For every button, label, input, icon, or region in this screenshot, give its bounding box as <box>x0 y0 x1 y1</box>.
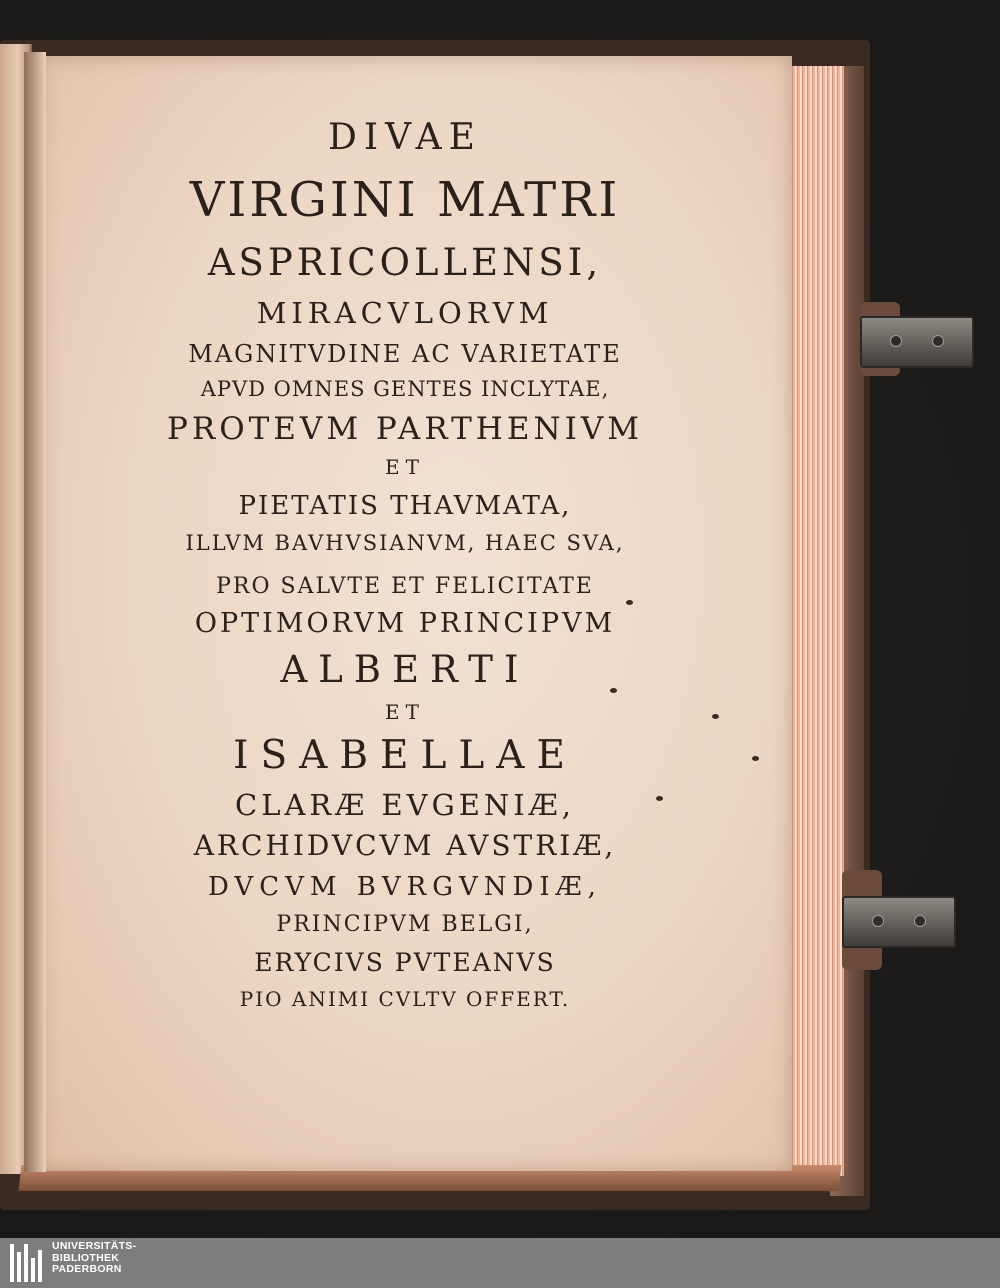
title-line: ERYCIVS PVTEANVS <box>254 948 556 977</box>
logo-line: PADERBORN <box>52 1263 122 1275</box>
logo-line: BIBLIOTHEK <box>52 1251 120 1264</box>
title-line: PRINCIPVM BELGI, <box>276 912 534 937</box>
library-footer-bar <box>0 1238 1000 1288</box>
title-line: ET <box>385 700 425 724</box>
title-line: APVD OMNES GENTES INCLYTAE, <box>200 377 610 401</box>
title-line: ARCHIDVCVM AVSTRIÆ, <box>193 829 617 862</box>
wormhole-mark <box>752 756 759 761</box>
title-line: PRO SALVTE ET FELICITATE <box>216 574 594 599</box>
title-text-block <box>60 112 750 1009</box>
title-line: ISABELLAE <box>233 733 577 778</box>
title-line: OPTIMORVM PRINCIPVM <box>194 608 616 639</box>
title-line: MIRACVLORVM <box>256 296 554 330</box>
title-line: PIETATIS THAVMATA, <box>238 491 572 521</box>
title-line: CLARÆ EVGENIÆ, <box>235 788 575 822</box>
title-line: ILLVM BAVHVSIANVM, HAEC SVA, <box>185 531 625 555</box>
title-line: ET <box>385 455 425 479</box>
metal-clasp-top <box>860 316 974 368</box>
title-line: DVCVM BVRGVNDIÆ, <box>208 872 602 902</box>
title-line: DIVAE <box>328 117 482 158</box>
library-logo-icon <box>10 1244 48 1282</box>
title-line: ASPRICOLLENSI, <box>207 241 603 284</box>
title-line: PROTEVM PARTHENIVM <box>167 411 643 447</box>
page-gutter <box>24 52 46 1172</box>
page-edges <box>788 66 848 1176</box>
title-line: VIRGINI MATRI <box>189 172 621 228</box>
metal-clasp-bottom <box>842 896 956 948</box>
library-logo-text <box>52 1241 182 1276</box>
title-line: MAGNITVDINE AC VARIETATE <box>188 340 622 368</box>
logo-line: UNIVERSITÄTS- <box>52 1240 137 1252</box>
title-line: PIO ANIMI CVLTV OFFERT. <box>239 987 571 1011</box>
title-line: ALBERTI <box>280 648 530 691</box>
